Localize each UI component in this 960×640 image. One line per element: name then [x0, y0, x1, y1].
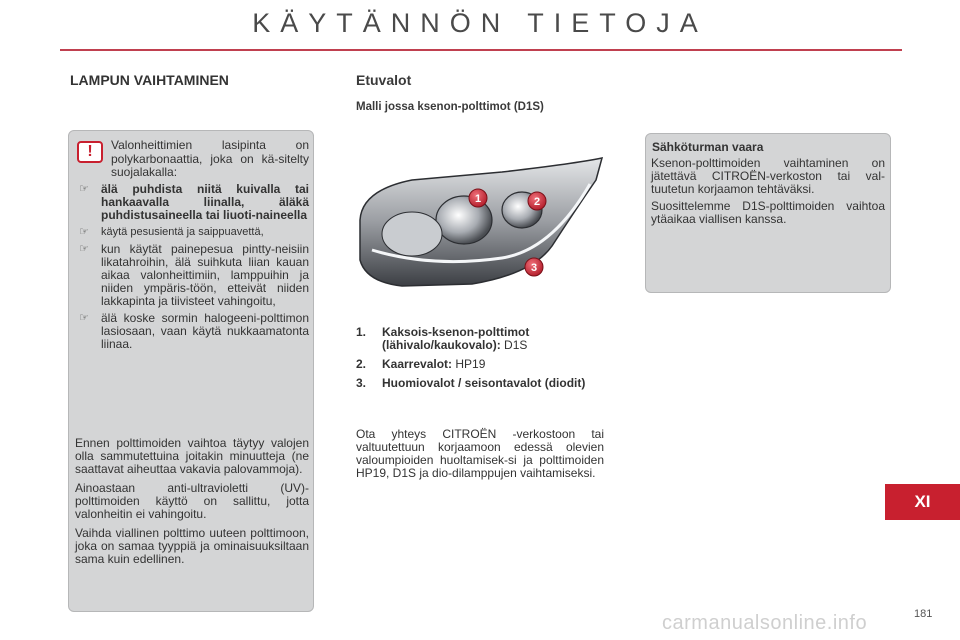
front-lights-heading: Etuvalot [356, 72, 412, 88]
item-label: Kaksois-ksenon-polttimot (lähivalo/kaukovalo): [382, 325, 530, 352]
danger-paragraph: Ksenon-polttimoiden vaihtaminen on jätettävä CITROËN-verkoston tai val-tuutetun korjaamon tehtäväksi. [651, 156, 885, 196]
list-item [77, 226, 309, 239]
model-heading: Malli jossa ksenon-polttimot (D1S) [356, 101, 544, 113]
warning-paragraph: Ainoastaan anti-ultravioletti (UV)-polttimoiden käyttö on sallittu, jotta valonheitin ei vahingoitu. [75, 481, 309, 521]
chapter-tab: XI [885, 484, 960, 520]
bulb-list [356, 326, 606, 396]
danger-title: Sähköturman vaara [652, 140, 764, 154]
warning-bullet-list [77, 183, 309, 355]
danger-body [651, 157, 885, 230]
page-title: KÄYTÄNNÖN TIETOJA [252, 8, 708, 38]
item-value: D1S [504, 338, 528, 352]
warning-paragraph: Ennen polttimoiden vaihtoa täytyy valojen olla sammutettuina joitakin minuutteja (ne saattavat aiheuttaa vakavia palovammoja). [75, 436, 309, 476]
warning-exclamation-icon: ! [77, 141, 103, 163]
item-label: Kaarrevalot: [382, 357, 453, 371]
bullet-text: kun käytät painepesua pintty-neisiin likatahroihin, älä suihkuta liian kauan aikaa valonheittimiin, lamppuihin ja niiden ympäris-töön, etteivät niiden lakkapinta ja tiivisteet vahingoitu, [101, 242, 309, 308]
pointing-hand-icon: ☞ [79, 243, 89, 255]
item-label: Huomiovalot / seisontavalot (diodit) [382, 376, 586, 390]
list-item [77, 312, 309, 351]
callout-label: 2 [533, 196, 541, 208]
pointing-hand-icon: ☞ [79, 226, 89, 238]
list-item [356, 377, 606, 390]
danger-panel [645, 133, 891, 293]
list-item [77, 243, 309, 308]
item-number: 2. [356, 357, 367, 371]
warning-paragraph: Vaihda viallinen polttimo uuteen polttimoon, joka on samaa tyyppiä ja ominaisuuksiltaan sama kuin edellinen. [75, 526, 309, 566]
item-value: HP19 [455, 357, 486, 371]
bullet-text: älä koske sormin halogeeni-polttimon lasiosaan, vaan käytä nukkaamatonta liinaa. [101, 311, 309, 351]
list-item [356, 358, 606, 371]
headlamp-illustration [352, 150, 608, 290]
danger-paragraph: Suosittelemme D1S-polttimoiden vaihtoa ytäaikaa viallisen kanssa. [651, 199, 885, 226]
warning-paragraphs [75, 437, 309, 572]
warning-panel [68, 130, 314, 612]
pointing-hand-icon: ☞ [79, 183, 89, 195]
callout-label: 1 [474, 193, 482, 205]
watermark: carmanualsonline.info [662, 612, 868, 634]
list-item [77, 183, 309, 222]
title-divider [60, 49, 902, 51]
section-heading: LAMPUN VAIHTAMINEN [70, 72, 229, 88]
list-item [356, 326, 606, 352]
bullet-text: älä puhdista niitä kuivalla tai hankaavalla liinalla, äläkä puhdistusaineella tai liuoti-naineella [101, 182, 309, 222]
inner-reflector [382, 212, 442, 256]
page-number: 181 [914, 608, 933, 620]
bullet-text: käytä pesusientä ja saippuavettä, [101, 226, 264, 238]
item-number: 3. [356, 376, 367, 390]
callout-label: 3 [530, 262, 538, 274]
warning-intro: Valonheittimien lasipinta on polykarbonaattia, joka on kä-sitelty suojalakalla: [111, 138, 309, 179]
item-number: 1. [356, 325, 367, 339]
pointing-hand-icon: ☞ [79, 312, 89, 324]
contact-paragraph: Ota yhteys CITROËN -verkostoon tai valtuutettuun korjaamoon edessä olevien valoumpioiden huoltamisek-si ja polttimoiden HP19, D1S ja dio-dilamppujen vaihtamiseksi. [356, 427, 604, 480]
